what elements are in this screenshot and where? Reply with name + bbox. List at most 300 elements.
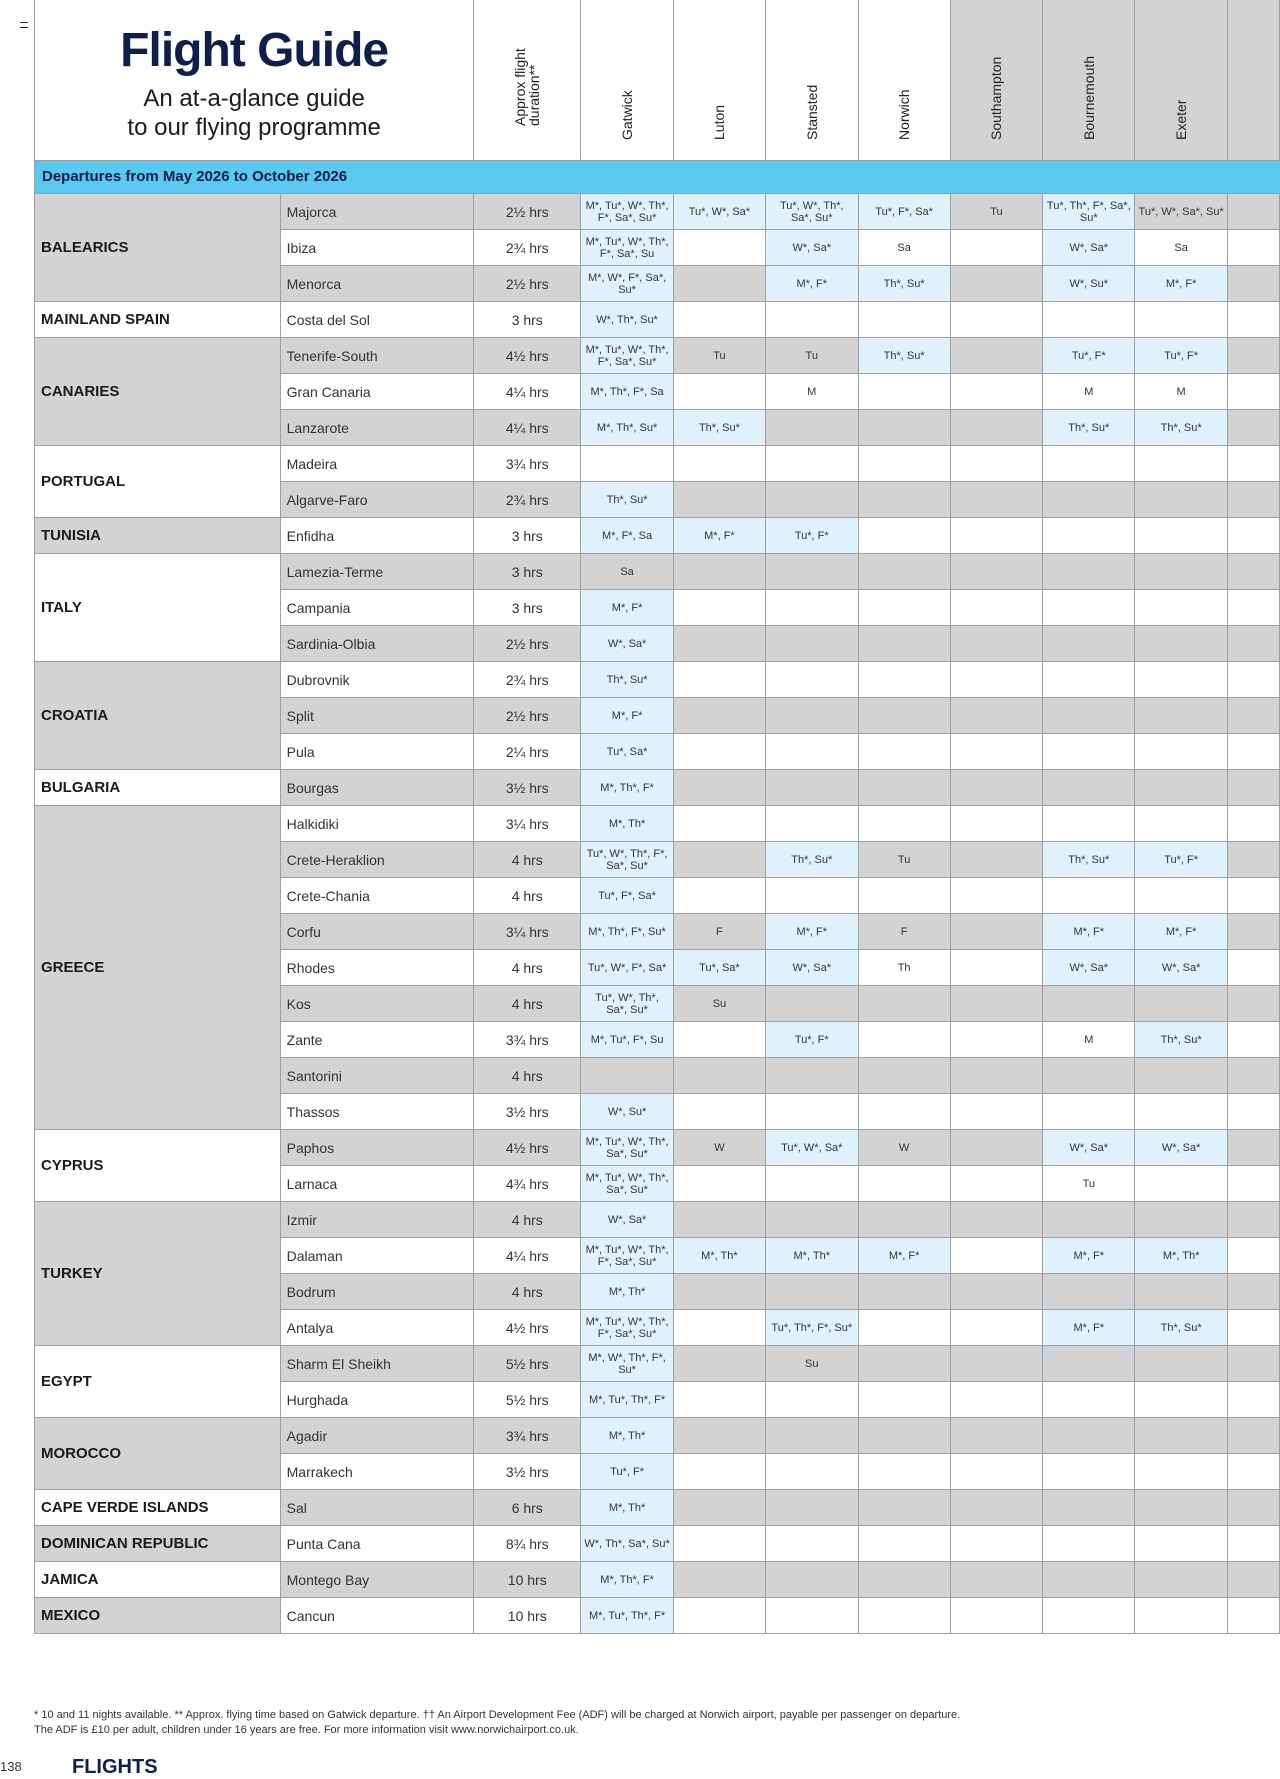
schedule-cell: Tu: [674, 338, 766, 374]
schedule-cell: [674, 1562, 766, 1598]
schedule-cell: [950, 878, 1043, 914]
table-row: [35, 1418, 1280, 1454]
schedule-cell: [858, 770, 950, 806]
duration-cell: 5½ hrs: [474, 1382, 581, 1418]
destination-cell: Larnaca: [280, 1166, 474, 1202]
schedule-cell: M*, Tu*, W*, Th*, F*, Sa*, Su*: [581, 338, 674, 374]
schedule-cell: Su: [674, 986, 766, 1022]
column-header-exeter: [1135, 0, 1228, 160]
destination-cell: Campania: [280, 590, 474, 626]
schedule-cell: [950, 806, 1043, 842]
destination-cell: Enfidha: [280, 518, 474, 554]
schedule-cell: [1228, 410, 1280, 446]
schedule-cell: [1228, 1598, 1280, 1634]
schedule-cell: W*, Th*, Sa*, Su*: [581, 1526, 674, 1562]
schedule-cell: [858, 662, 950, 698]
schedule-cell: [950, 626, 1043, 662]
duration-cell: 2¾ hrs: [474, 482, 581, 518]
schedule-cell: W: [858, 1130, 950, 1166]
schedule-cell: [674, 1274, 766, 1310]
schedule-cell: [950, 554, 1043, 590]
schedule-cell: [1135, 1346, 1228, 1382]
duration-cell: 3½ hrs: [474, 770, 581, 806]
schedule-cell: [1043, 734, 1135, 770]
schedule-cell: [765, 734, 858, 770]
schedule-cell: [1228, 1490, 1280, 1526]
column-header-label: Stansted: [803, 84, 820, 140]
schedule-cell: Sa: [1135, 230, 1228, 266]
schedule-cell: [1135, 1598, 1228, 1634]
schedule-cell: [1043, 1382, 1135, 1418]
schedule-cell: Tu*, F*: [765, 1022, 858, 1058]
destination-cell: Montego Bay: [280, 1562, 474, 1598]
schedule-cell: [1135, 518, 1228, 554]
table-row: [35, 302, 1280, 338]
schedule-cell: [1043, 554, 1135, 590]
page-marker-icon: [20, 22, 28, 28]
duration-cell: 3½ hrs: [474, 1094, 581, 1130]
schedule-cell: [1135, 1166, 1228, 1202]
schedule-cell: [950, 1490, 1043, 1526]
schedule-cell: [765, 770, 858, 806]
schedule-cell: [1135, 1454, 1228, 1490]
table-row: [35, 806, 1280, 842]
schedule-cell: [950, 1346, 1043, 1382]
region-cell: CANARIES: [35, 338, 281, 446]
schedule-cell: [950, 482, 1043, 518]
region-cell: CROATIA: [35, 662, 281, 770]
schedule-cell: M*, F*: [1043, 914, 1135, 950]
schedule-cell: M*, Th*, F*, Su*: [581, 914, 674, 950]
duration-cell: 2¼ hrs: [474, 734, 581, 770]
schedule-cell: M*, F*: [1043, 1310, 1135, 1346]
schedule-cell: Su: [765, 1346, 858, 1382]
schedule-cell: M*, Tu*, W*, Th*, Sa*, Su*: [581, 1130, 674, 1166]
schedule-cell: [858, 1058, 950, 1094]
schedule-cell: [1135, 986, 1228, 1022]
schedule-cell: [674, 482, 766, 518]
schedule-cell: M*, Tu*, W*, Th*, F*, Sa*, Su*: [581, 1238, 674, 1274]
schedule-cell: [1135, 554, 1228, 590]
table-row: [35, 1346, 1280, 1382]
schedule-cell: M*, W*, F*, Sa*, Su*: [581, 266, 674, 302]
duration-cell: 2½ hrs: [474, 626, 581, 662]
schedule-cell: [1228, 770, 1280, 806]
schedule-cell: [674, 662, 766, 698]
destination-cell: Crete-Heraklion: [280, 842, 474, 878]
duration-cell: 3 hrs: [474, 518, 581, 554]
schedule-cell: [858, 1274, 950, 1310]
destination-cell: Pula: [280, 734, 474, 770]
region-cell: PORTUGAL: [35, 446, 281, 518]
schedule-cell: Tu*, F*, Sa*: [858, 194, 950, 230]
schedule-cell: [1228, 266, 1280, 302]
destination-cell: Costa del Sol: [280, 302, 474, 338]
duration-cell: 4½ hrs: [474, 1310, 581, 1346]
duration-cell: 2½ hrs: [474, 698, 581, 734]
schedule-cell: M*, Th*: [581, 1418, 674, 1454]
schedule-cell: [1135, 734, 1228, 770]
schedule-cell: [1228, 1202, 1280, 1238]
schedule-cell: [674, 1310, 766, 1346]
schedule-cell: Th*, Su*: [1043, 842, 1135, 878]
schedule-cell: [950, 1202, 1043, 1238]
duration-cell: 4¼ hrs: [474, 410, 581, 446]
schedule-cell: [765, 1202, 858, 1238]
subtitle-line-1: An at-a-glance guide: [143, 85, 365, 112]
schedule-cell: [1043, 446, 1135, 482]
schedule-cell: [858, 482, 950, 518]
schedule-cell: [765, 1490, 858, 1526]
schedule-cell: F: [674, 914, 766, 950]
table-header: [34, 0, 1280, 161]
schedule-cell: M: [765, 374, 858, 410]
schedule-cell: [1043, 1562, 1135, 1598]
schedule-cell: Tu*, W*, Sa*, Su*: [1135, 194, 1228, 230]
schedule-cell: [674, 1094, 766, 1130]
schedule-cell: M*, Tu*, W*, Th*, F*, Sa*, Su: [581, 230, 674, 266]
schedule-cell: [1135, 1058, 1228, 1094]
schedule-cell: [674, 698, 766, 734]
schedule-cell: [858, 698, 950, 734]
duration-cell: 2½ hrs: [474, 266, 581, 302]
section-title: FLIGHTS: [72, 1756, 158, 1778]
schedule-cell: [1228, 914, 1280, 950]
schedule-cell: [950, 518, 1043, 554]
schedule-cell: Tu*, Th*, F*, Sa*, Su*: [1043, 194, 1135, 230]
column-header-label: Bournemouth: [1080, 55, 1097, 140]
schedule-cell: Tu*, W*, Th*, Sa*, Su*: [581, 986, 674, 1022]
schedule-cell: [1228, 1526, 1280, 1562]
destination-cell: Split: [280, 698, 474, 734]
schedule-cell: Tu*, F*: [1043, 338, 1135, 374]
schedule-cell: [1135, 1094, 1228, 1130]
region-cell: DOMINICAN REPUBLIC: [35, 1526, 281, 1562]
schedule-cell: [950, 230, 1043, 266]
schedule-cell: [674, 374, 766, 410]
schedule-cell: [950, 410, 1043, 446]
schedule-cell: [674, 770, 766, 806]
region-cell: BULGARIA: [35, 770, 281, 806]
region-cell: ITALY: [35, 554, 281, 662]
destination-cell: Hurghada: [280, 1382, 474, 1418]
destination-cell: Izmir: [280, 1202, 474, 1238]
schedule-cell: [765, 626, 858, 662]
region-cell: MEXICO: [35, 1598, 281, 1634]
schedule-cell: Th*, Su*: [1043, 410, 1135, 446]
schedule-cell: [1043, 1526, 1135, 1562]
schedule-cell: [1228, 950, 1280, 986]
schedule-cell: Th*, Su*: [581, 482, 674, 518]
schedule-cell: M*, Th*: [674, 1238, 766, 1274]
schedule-cell: [674, 1022, 766, 1058]
schedule-cell: M*, F*: [581, 698, 674, 734]
destination-cell: Corfu: [280, 914, 474, 950]
schedule-cell: [858, 1094, 950, 1130]
duration-cell: 4 hrs: [474, 1202, 581, 1238]
destination-cell: Sardinia-Olbia: [280, 626, 474, 662]
schedule-cell: [1228, 590, 1280, 626]
column-header-label: Southampton: [988, 56, 1005, 140]
duration-cell: 4¼ hrs: [474, 1238, 581, 1274]
schedule-cell: [765, 986, 858, 1022]
schedule-cell: W*, Su*: [1043, 266, 1135, 302]
schedule-cell: Tu*, W*, F*, Sa*: [581, 950, 674, 986]
schedule-cell: [1135, 1418, 1228, 1454]
schedule-cell: M*, F*: [581, 590, 674, 626]
schedule-cell: [1228, 194, 1280, 230]
schedule-cell: W*, Sa*: [1043, 230, 1135, 266]
schedule-cell: [1228, 374, 1280, 410]
schedule-cell: [765, 698, 858, 734]
schedule-cell: [950, 1418, 1043, 1454]
schedule-cell: [858, 1598, 950, 1634]
flight-table: [34, 193, 1280, 1634]
schedule-cell: W*, Sa*: [1043, 1130, 1135, 1166]
schedule-cell: [950, 1382, 1043, 1418]
schedule-cell: [674, 1526, 766, 1562]
schedule-cell: Th*, Su*: [858, 338, 950, 374]
schedule-cell: [1228, 230, 1280, 266]
destination-cell: Sharm El Sheikh: [280, 1346, 474, 1382]
schedule-cell: [1228, 1094, 1280, 1130]
destination-cell: Thassos: [280, 1094, 474, 1130]
table-row: [35, 338, 1280, 374]
schedule-cell: [858, 626, 950, 662]
schedule-cell: [765, 1454, 858, 1490]
schedule-cell: [1135, 626, 1228, 662]
schedule-cell: [1043, 1274, 1135, 1310]
schedule-cell: [1135, 662, 1228, 698]
schedule-cell: F: [858, 914, 950, 950]
schedule-cell: M: [1043, 374, 1135, 410]
schedule-cell: [950, 698, 1043, 734]
footnote-line-2: The ADF is £10 per adult, children under 16 years are free. For more information visit www.norwichairport.co.uk.: [34, 1724, 579, 1736]
schedule-cell: [674, 554, 766, 590]
page-number: 138: [0, 1759, 22, 1774]
duration-cell: 3¾ hrs: [474, 1418, 581, 1454]
schedule-cell: [1043, 626, 1135, 662]
region-cell: TURKEY: [35, 1202, 281, 1346]
table-row: [35, 446, 1280, 482]
schedule-cell: [858, 1166, 950, 1202]
schedule-cell: M*, Th*: [581, 806, 674, 842]
schedule-cell: [674, 878, 766, 914]
schedule-cell: [1228, 1058, 1280, 1094]
schedule-cell: [1043, 1598, 1135, 1634]
schedule-cell: [950, 950, 1043, 986]
duration-cell: 4½ hrs: [474, 338, 581, 374]
schedule-cell: [1228, 446, 1280, 482]
schedule-cell: M*, F*: [1135, 914, 1228, 950]
schedule-cell: [765, 1058, 858, 1094]
flight-table-body: [35, 194, 1280, 1634]
schedule-cell: Tu*, W*, Th*, Sa*, Su*: [765, 194, 858, 230]
schedule-cell: [1043, 1418, 1135, 1454]
duration-cell: 6 hrs: [474, 1490, 581, 1526]
region-cell: GREECE: [35, 806, 281, 1130]
destination-cell: Cancun: [280, 1598, 474, 1634]
destination-cell: Halkidiki: [280, 806, 474, 842]
schedule-cell: [950, 1166, 1043, 1202]
schedule-cell: [950, 374, 1043, 410]
schedule-cell: [1228, 1166, 1280, 1202]
schedule-cell: [1228, 302, 1280, 338]
schedule-cell: Tu*, Sa*: [674, 950, 766, 986]
schedule-cell: M*, Th*, F*, Sa: [581, 374, 674, 410]
table-row: [35, 1130, 1280, 1166]
duration-cell: 10 hrs: [474, 1562, 581, 1598]
table-row: [35, 1562, 1280, 1598]
schedule-cell: [765, 1418, 858, 1454]
schedule-cell: Th*, Su*: [858, 266, 950, 302]
schedule-cell: M*, Th*: [581, 1490, 674, 1526]
schedule-cell: [765, 302, 858, 338]
schedule-cell: [1135, 698, 1228, 734]
schedule-cell: [674, 446, 766, 482]
schedule-cell: [1135, 1490, 1228, 1526]
schedule-cell: [1228, 698, 1280, 734]
schedule-cell: Th*, Su*: [1135, 1310, 1228, 1346]
schedule-cell: [1043, 518, 1135, 554]
schedule-cell: W*, Sa*: [765, 230, 858, 266]
duration-cell: 4 hrs: [474, 950, 581, 986]
schedule-cell: [674, 230, 766, 266]
schedule-cell: M*, Tu*, W*, Th*, F*, Sa*, Su*: [581, 1310, 674, 1346]
schedule-cell: [1228, 338, 1280, 374]
schedule-cell: [765, 1166, 858, 1202]
schedule-cell: [765, 1562, 858, 1598]
schedule-cell: [858, 1454, 950, 1490]
schedule-cell: [858, 446, 950, 482]
schedule-cell: [1228, 1418, 1280, 1454]
schedule-cell: [1135, 806, 1228, 842]
destination-cell: Crete-Chania: [280, 878, 474, 914]
schedule-cell: [1228, 878, 1280, 914]
schedule-cell: [858, 1490, 950, 1526]
schedule-cell: [1043, 1346, 1135, 1382]
schedule-cell: Tu*, W*, Th*, F*, Sa*, Su*: [581, 842, 674, 878]
schedule-cell: [1043, 662, 1135, 698]
destination-cell: Lanzarote: [280, 410, 474, 446]
page-title: Flight Guide: [120, 24, 389, 77]
column-header-gatwick: [581, 0, 674, 160]
duration-cell: 3¼ hrs: [474, 806, 581, 842]
column-header-bournemouth: [1043, 0, 1135, 160]
schedule-cell: Sa: [858, 230, 950, 266]
schedule-cell: Tu: [950, 194, 1043, 230]
schedule-cell: [1228, 1454, 1280, 1490]
schedule-cell: [1135, 302, 1228, 338]
flight-guide-sheet: [34, 0, 1280, 1634]
schedule-cell: [1228, 1562, 1280, 1598]
schedule-cell: [950, 1238, 1043, 1274]
destination-cell: Kos: [280, 986, 474, 1022]
table-row: [35, 194, 1280, 230]
schedule-cell: M*, F*: [1043, 1238, 1135, 1274]
schedule-cell: [765, 662, 858, 698]
schedule-cell: Th*, Su*: [674, 410, 766, 446]
duration-cell: 2¾ hrs: [474, 662, 581, 698]
duration-cell: 2¾ hrs: [474, 230, 581, 266]
schedule-cell: [858, 1022, 950, 1058]
column-header-label: Luton: [711, 104, 728, 140]
schedule-cell: [674, 1058, 766, 1094]
duration-cell: 4½ hrs: [474, 1130, 581, 1166]
schedule-cell: [1228, 734, 1280, 770]
region-cell: BALEARICS: [35, 194, 281, 302]
schedule-cell: [950, 1310, 1043, 1346]
schedule-cell: [674, 1454, 766, 1490]
destination-cell: Agadir: [280, 1418, 474, 1454]
schedule-cell: [1043, 986, 1135, 1022]
duration-cell: 4 hrs: [474, 986, 581, 1022]
duration-cell: 4 hrs: [474, 1274, 581, 1310]
destination-cell: Gran Canaria: [280, 374, 474, 410]
schedule-cell: [858, 1202, 950, 1238]
schedule-cell: [858, 590, 950, 626]
schedule-cell: [950, 986, 1043, 1022]
schedule-cell: [765, 806, 858, 842]
duration-cell: 5½ hrs: [474, 1346, 581, 1382]
duration-cell: 10 hrs: [474, 1598, 581, 1634]
schedule-cell: [1135, 878, 1228, 914]
schedule-cell: [1043, 806, 1135, 842]
schedule-cell: Tu: [765, 338, 858, 374]
destination-cell: Dalaman: [280, 1238, 474, 1274]
schedule-cell: Th*, Su*: [1135, 410, 1228, 446]
schedule-cell: [765, 1598, 858, 1634]
schedule-cell: [765, 410, 858, 446]
schedule-cell: [1228, 662, 1280, 698]
schedule-cell: [858, 410, 950, 446]
destination-cell: Lamezia-Terme: [280, 554, 474, 590]
column-header-label: Gatwick: [619, 90, 636, 140]
schedule-cell: [858, 374, 950, 410]
schedule-cell: [1228, 1274, 1280, 1310]
duration-cell: 3¼ hrs: [474, 914, 581, 950]
column-header-southampton: [951, 0, 1044, 160]
schedule-cell: W*, Sa*: [1135, 1130, 1228, 1166]
table-row: [35, 1598, 1280, 1634]
schedule-cell: [581, 446, 674, 482]
schedule-cell: [1135, 590, 1228, 626]
schedule-cell: Tu*, F*: [581, 1454, 674, 1490]
destination-cell: Sal: [280, 1490, 474, 1526]
schedule-cell: [950, 302, 1043, 338]
duration-cell: 4¼ hrs: [474, 374, 581, 410]
schedule-cell: [765, 1382, 858, 1418]
destination-cell: Dubrovnik: [280, 662, 474, 698]
destination-cell: Tenerife-South: [280, 338, 474, 374]
schedule-cell: [674, 842, 766, 878]
schedule-cell: [858, 806, 950, 842]
title-box: [35, 0, 474, 160]
schedule-cell: [950, 1022, 1043, 1058]
schedule-cell: [674, 734, 766, 770]
duration-cell: 4 hrs: [474, 842, 581, 878]
region-cell: EGYPT: [35, 1346, 281, 1418]
schedule-cell: [1043, 1454, 1135, 1490]
schedule-cell: [1043, 590, 1135, 626]
schedule-cell: [1228, 1346, 1280, 1382]
schedule-cell: [1135, 770, 1228, 806]
column-header-extra: [1228, 0, 1280, 160]
schedule-cell: W*, Sa*: [1135, 950, 1228, 986]
schedule-cell: M*, F*: [765, 266, 858, 302]
schedule-cell: [1135, 1274, 1228, 1310]
schedule-cell: M*, Tu*, W*, Th*, Sa*, Su*: [581, 1166, 674, 1202]
